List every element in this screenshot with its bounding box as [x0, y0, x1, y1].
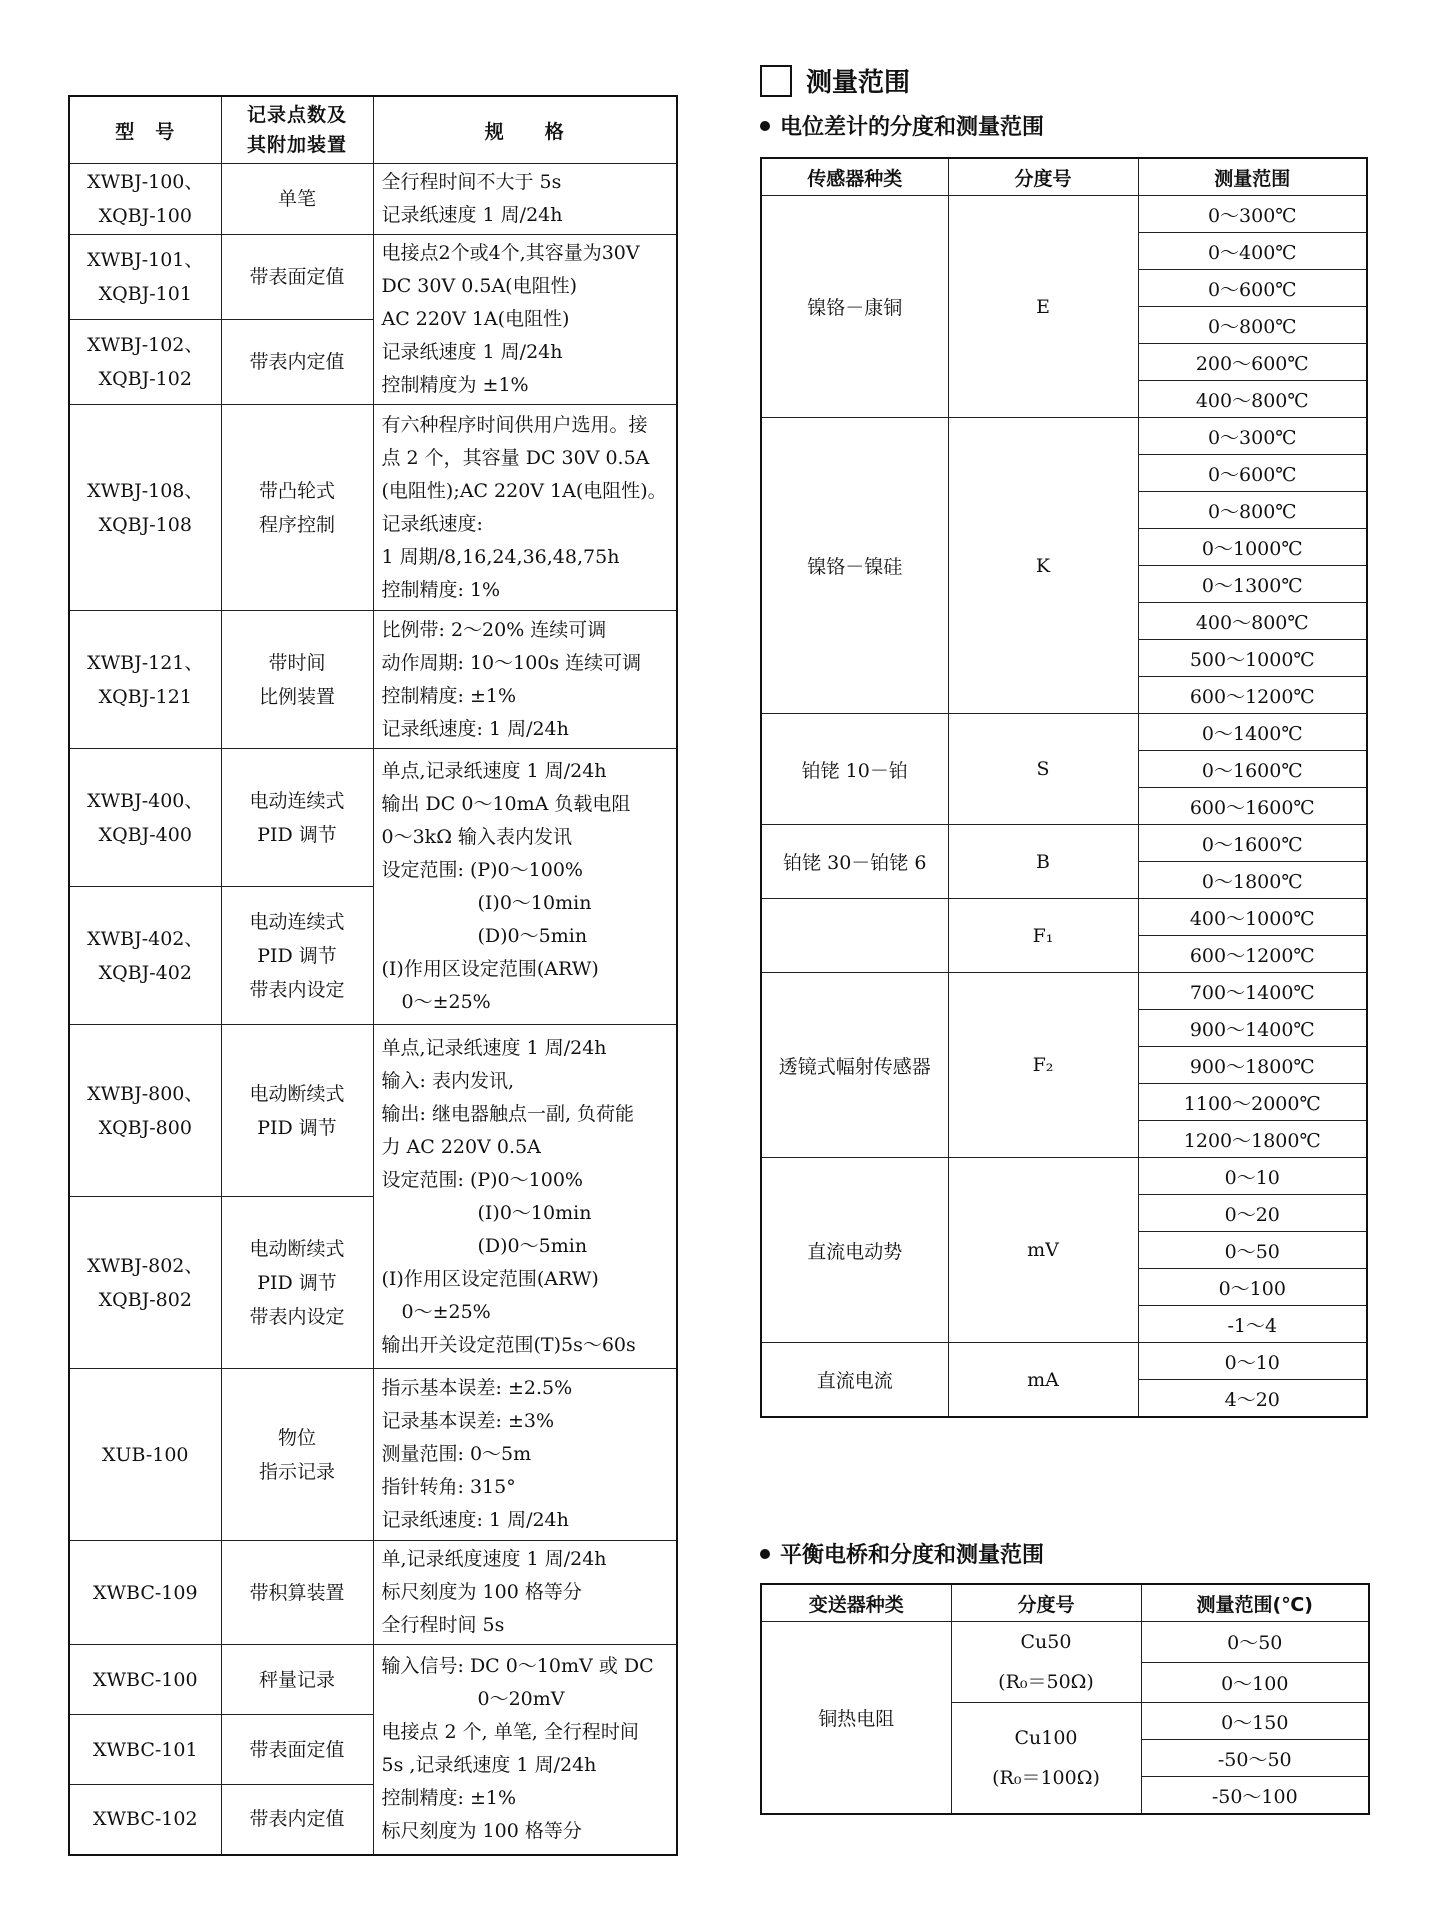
bridge-range-cell: 0～100 [1141, 1662, 1369, 1703]
model-text: XWBC-102 [92, 1808, 198, 1831]
points-text: PID 调节 [257, 823, 337, 846]
range-value-cell: 0～1300℃ [1138, 566, 1367, 603]
range-value-cell: 400～800℃ [1138, 381, 1367, 418]
table-row [69, 235, 677, 320]
points-cell [221, 1541, 373, 1645]
bridge-header-cell: 变送器种类 [761, 1584, 951, 1622]
bridge-range-cell: 0～50 [1141, 1622, 1369, 1663]
points-cell [221, 1645, 373, 1715]
section-title-text: 测量范围 [806, 68, 911, 98]
spec-line: (I)作用区设定范围(ARW) [381, 957, 599, 980]
spec-line: 输入信号: DC 0～10mV 或 DC [381, 1655, 654, 1678]
range-value-cell: -1～4 [1138, 1306, 1367, 1343]
spec-cell [373, 749, 677, 1025]
sensor-cell [761, 899, 948, 973]
spec-line: 记录纸速度: 1 周/24h [381, 1509, 569, 1531]
points-cell [221, 749, 373, 887]
spec-cell [373, 1541, 677, 1645]
spec-line: 标尺刻度为 100 格等分 [381, 1581, 582, 1603]
points-cell [221, 1785, 373, 1855]
points-cell [221, 887, 373, 1025]
spec-cell [373, 1645, 677, 1855]
spec-line: DC 30V 0.5A(电阻性) [381, 275, 578, 297]
bridge-code-text: (R₀＝100Ω) [992, 1767, 1100, 1789]
spec-cell [373, 611, 677, 749]
spec-line: 0～±25% [401, 1300, 491, 1323]
table-row [69, 1541, 677, 1645]
bridge-code-cell [951, 1622, 1141, 1703]
spec-line: 记录纸速度: [381, 512, 483, 535]
points-text: PID 调节 [257, 1271, 337, 1294]
spec-line: 输入: 表内发讯, [381, 1069, 514, 1092]
spec-line: 单,记录纸度速度 1 周/24h [381, 1548, 607, 1570]
points-cell [221, 235, 373, 320]
section-title [760, 62, 910, 99]
points-cell [221, 611, 373, 749]
spec-line: AC 220V 1A(电阻性) [381, 308, 570, 330]
range-value-cell: 700～1400℃ [1138, 973, 1367, 1010]
bridge-code-text: Cu50 [1020, 1631, 1072, 1653]
header-points-line2: 其附加装置 [246, 134, 347, 156]
bridge-range-table [760, 1583, 1370, 1815]
checkbox-square-icon [760, 65, 792, 97]
bridge-header-cell: 测量范围(℃) [1141, 1584, 1369, 1622]
table-row [69, 405, 677, 611]
range-header-cell: 分度号 [948, 158, 1138, 196]
range-value-cell: 0～300℃ [1138, 196, 1367, 233]
spec-line: 电接点 2 个, 单笔, 全行程时间 [381, 1721, 639, 1744]
spec-line: 全行程时间 5s [381, 1614, 505, 1636]
model-text: XWBJ-100、 [87, 171, 204, 193]
code-cell: S [948, 714, 1138, 825]
code-cell: F₁ [948, 899, 1138, 973]
model-text: XWBJ-800、 [87, 1082, 204, 1105]
model-text: XQBJ-102 [98, 368, 192, 390]
spec-line: 指针转角: 315° [381, 1476, 516, 1498]
model-text: XUB-100 [101, 1443, 189, 1466]
points-text: 程序控制 [258, 513, 335, 536]
spec-line: 0～20mV [477, 1688, 565, 1711]
table-row [69, 164, 677, 235]
bridge-range-cell: 0～150 [1141, 1703, 1369, 1740]
table-row [69, 1025, 677, 1197]
bridge-code-text: Cu100 [1014, 1727, 1078, 1749]
model-cell [69, 1197, 221, 1369]
header-points-line1: 记录点数及 [246, 104, 347, 126]
model-cell [69, 164, 221, 235]
spec-line: 电接点2个或4个,其容量为30V [381, 242, 640, 264]
spec-line: 动作周期: 10～100s 连续可调 [381, 651, 642, 674]
range-row [761, 973, 1367, 1010]
range-value-cell: 0～800℃ [1138, 307, 1367, 344]
model-text: XWBC-100 [92, 1668, 198, 1691]
range-row [761, 714, 1367, 751]
range-header-cell: 测量范围 [1138, 158, 1367, 196]
spec-line: 有六种程序时间供用户选用。接 [381, 413, 648, 436]
potentiometer-range-table [760, 157, 1368, 1418]
model-cell [69, 1785, 221, 1855]
model-cell [69, 611, 221, 749]
header-model: 型 号 [69, 96, 221, 164]
model-cell [69, 235, 221, 320]
subtitle-bridge [760, 1538, 1044, 1569]
points-text: 带积算装置 [249, 1581, 345, 1604]
bridge-code-cell [951, 1703, 1141, 1815]
range-value-cell: 0～800℃ [1138, 492, 1367, 529]
spec-line: 记录基本误差: ±3% [381, 1410, 555, 1432]
spec-line: 输出开关设定范围(T)5s～60s [381, 1333, 636, 1356]
spec-line: (I)0～10min [477, 891, 592, 914]
code-cell: mV [948, 1158, 1138, 1343]
points-cell [221, 1197, 373, 1369]
bridge-row [761, 1622, 1369, 1663]
range-value-cell: 0～1600℃ [1138, 751, 1367, 788]
range-value-cell: 400～800℃ [1138, 603, 1367, 640]
spec-cell [373, 164, 677, 235]
range-row [761, 899, 1367, 936]
spec-line: 记录纸速度 1 周/24h [381, 204, 563, 226]
range-header-row [761, 158, 1367, 196]
range-row [761, 196, 1367, 233]
model-cell [69, 749, 221, 887]
spec-cell [373, 1369, 677, 1541]
model-cell [69, 1645, 221, 1715]
model-text: XWBJ-400、 [87, 789, 204, 812]
model-cell [69, 1541, 221, 1645]
points-text: PID 调节 [257, 944, 337, 967]
bridge-range-cell: -50～50 [1141, 1740, 1369, 1777]
range-value-cell: 0～1400℃ [1138, 714, 1367, 751]
range-row [761, 825, 1367, 862]
spec-line: 输出 DC 0～10mA 负载电阻 [381, 792, 631, 815]
range-value-cell: 0～20 [1138, 1195, 1367, 1232]
table-row [69, 1645, 677, 1715]
range-row [761, 1158, 1367, 1195]
range-value-cell: 900～1400℃ [1138, 1010, 1367, 1047]
spec-line: (I)0～10min [477, 1201, 592, 1224]
sensor-cell: 直流电流 [761, 1343, 948, 1418]
spec-line: 控制精度: 1% [381, 578, 501, 601]
code-cell: K [948, 418, 1138, 714]
range-value-cell: 0～300℃ [1138, 418, 1367, 455]
subtitle-potentiometer [760, 110, 1044, 141]
spec-line: 比例带: 2～20% 连续可调 [381, 618, 607, 641]
range-value-cell: 0～1000℃ [1138, 529, 1367, 566]
points-text: 指示记录 [258, 1460, 335, 1483]
range-row [761, 1343, 1367, 1380]
model-text: XWBJ-402、 [87, 927, 204, 950]
range-value-cell: 0～10 [1138, 1343, 1367, 1380]
points-text: 带表内设定 [249, 1305, 345, 1328]
table-row [69, 1369, 677, 1541]
model-text: XQBJ-108 [98, 513, 192, 536]
range-row [761, 418, 1367, 455]
points-text: 带表面定值 [249, 266, 345, 288]
model-cell [69, 405, 221, 611]
spec-line: (D)0～5min [477, 924, 588, 947]
model-text: XWBJ-101、 [87, 249, 204, 271]
table-row [69, 749, 677, 887]
points-text: 比例装置 [258, 685, 335, 708]
sensor-cell: 直流电动势 [761, 1158, 948, 1343]
range-value-cell: 1100～2000℃ [1138, 1084, 1367, 1121]
spec-line: 控制精度: ±1% [381, 1787, 517, 1810]
points-cell [221, 1025, 373, 1197]
spec-line: 控制精度: ±1% [381, 684, 517, 707]
range-value-cell: 0～50 [1138, 1232, 1367, 1269]
model-text: XWBJ-802、 [87, 1254, 204, 1277]
model-text: XWBJ-121、 [87, 651, 204, 674]
code-cell: mA [948, 1343, 1138, 1418]
bridge-sensor-cell: 铜热电阻 [761, 1622, 951, 1815]
model-text: XQBJ-802 [98, 1288, 192, 1311]
points-text: 电动连续式 [249, 910, 345, 933]
range-value-cell: 600～1200℃ [1138, 936, 1367, 973]
model-text: XWBC-109 [92, 1581, 198, 1604]
bullet-icon [760, 121, 770, 131]
range-value-cell: 0～1600℃ [1138, 825, 1367, 862]
model-cell [69, 1715, 221, 1785]
range-value-cell: 400～1000℃ [1138, 899, 1367, 936]
range-value-cell: 600～1200℃ [1138, 677, 1367, 714]
spec-line: 设定范围: (P)0～100% [381, 858, 583, 881]
subtitle-potentiometer-text: 电位差计的分度和测量范围 [780, 115, 1045, 140]
code-cell: E [948, 196, 1138, 418]
range-value-cell: 0～600℃ [1138, 270, 1367, 307]
table-row [69, 611, 677, 749]
model-text: XWBJ-108、 [87, 479, 204, 502]
spec-line: 标尺刻度为 100 格等分 [381, 1820, 582, 1843]
range-value-cell: 0～600℃ [1138, 455, 1367, 492]
points-cell [221, 320, 373, 405]
spec-line: 记录纸速度 1 周/24h [381, 341, 563, 363]
spec-line: 控制精度为 ±1% [381, 374, 529, 396]
points-text: 电动断续式 [249, 1237, 345, 1260]
spec-line: 点 2 个，其容量 DC 30V 0.5A [381, 446, 650, 469]
model-cell [69, 1025, 221, 1197]
sensor-cell: 镍铬－镍硅 [761, 418, 948, 714]
model-cell [69, 320, 221, 405]
range-value-cell: 4～20 [1138, 1380, 1367, 1418]
model-text: XQBJ-800 [98, 1116, 192, 1139]
header-points [221, 96, 373, 164]
spec-line: 5s ,记录纸速度 1 周/24h [381, 1754, 597, 1777]
points-text: 电动连续式 [249, 789, 345, 812]
model-text: XQBJ-100 [98, 205, 192, 227]
model-cell [69, 1369, 221, 1541]
sensor-cell: 透镜式幅射传感器 [761, 973, 948, 1158]
sensor-cell: 铂铑 10－铂 [761, 714, 948, 825]
spec-line: 单点,记录纸速度 1 周/24h [381, 1036, 607, 1059]
range-value-cell: 600～1600℃ [1138, 788, 1367, 825]
spec-line: 力 AC 220V 0.5A [381, 1135, 541, 1158]
points-text: 物位 [277, 1426, 316, 1449]
bullet-icon [760, 1549, 770, 1559]
bridge-header-cell: 分度号 [951, 1584, 1141, 1622]
points-text: 电动断续式 [249, 1082, 345, 1105]
points-text: 单笔 [277, 188, 316, 210]
model-text: XQBJ-121 [98, 685, 192, 708]
spec-line: 单点,记录纸速度 1 周/24h [381, 759, 607, 782]
spec-line: (电阻性);AC 220V 1A(电阻性)。 [381, 479, 667, 502]
points-cell [221, 405, 373, 611]
spec-line: 设定范围: (P)0～100% [381, 1168, 583, 1191]
table-header-row [69, 96, 677, 164]
points-cell [221, 1715, 373, 1785]
model-text: XWBJ-102、 [87, 334, 204, 356]
model-spec-table [68, 95, 678, 1856]
points-cell [221, 1369, 373, 1541]
bridge-header-row [761, 1584, 1369, 1622]
code-cell: B [948, 825, 1138, 899]
spec-line: 全行程时间不大于 5s [381, 171, 562, 193]
spec-line: (I)作用区设定范围(ARW) [381, 1267, 599, 1290]
sensor-cell: 铂铑 30－铂铑 6 [761, 825, 948, 899]
points-cell [221, 164, 373, 235]
range-value-cell: 900～1800℃ [1138, 1047, 1367, 1084]
code-cell: F₂ [948, 973, 1138, 1158]
bridge-code-text: (R₀＝50Ω) [998, 1671, 1094, 1693]
points-text: 带表面定值 [249, 1738, 345, 1761]
model-text: XWBC-101 [92, 1738, 198, 1761]
model-text: XQBJ-400 [98, 823, 192, 846]
spec-line: 测量范围: 0～5m [381, 1443, 532, 1465]
spec-line: 记录纸速度: 1 周/24h [381, 717, 569, 740]
points-text: 带表内定值 [249, 1808, 345, 1831]
points-text: 秤量记录 [258, 1668, 335, 1691]
spec-cell [373, 405, 677, 611]
model-cell [69, 887, 221, 1025]
range-value-cell: 0～1800℃ [1138, 862, 1367, 899]
points-text: 带表内定值 [249, 351, 345, 373]
sensor-cell: 镍铬－康铜 [761, 196, 948, 418]
subtitle-bridge-text: 平衡电桥和分度和测量范围 [780, 1543, 1045, 1568]
model-text: XQBJ-101 [98, 283, 192, 305]
points-text: 带表内设定 [249, 978, 345, 1001]
range-value-cell: 200～600℃ [1138, 344, 1367, 381]
range-value-cell: 0～100 [1138, 1269, 1367, 1306]
spec-line: 输出: 继电器触点一副, 负荷能 [381, 1102, 635, 1125]
model-text: XQBJ-402 [98, 961, 192, 984]
spec-cell [373, 1025, 677, 1369]
points-text: PID 调节 [257, 1116, 337, 1139]
points-text: 带凸轮式 [258, 479, 335, 502]
range-header-cell: 传感器种类 [761, 158, 948, 196]
bridge-range-cell: -50～100 [1141, 1777, 1369, 1815]
range-value-cell: 500～1000℃ [1138, 640, 1367, 677]
range-value-cell: 0～400℃ [1138, 233, 1367, 270]
spec-line: 1 周期/8,16,24,36,48,75h [381, 545, 620, 568]
range-value-cell: 1200～1800℃ [1138, 1121, 1367, 1158]
spec-line: 0～3kΩ 输入表内发讯 [381, 825, 572, 848]
points-text: 带时间 [268, 651, 326, 674]
spec-line: 指示基本误差: ±2.5% [381, 1377, 573, 1399]
header-spec: 规 格 [373, 96, 677, 164]
spec-line: 0～±25% [401, 990, 491, 1013]
spec-cell [373, 235, 677, 405]
range-value-cell: 0～10 [1138, 1158, 1367, 1195]
spec-line: (D)0～5min [477, 1234, 588, 1257]
